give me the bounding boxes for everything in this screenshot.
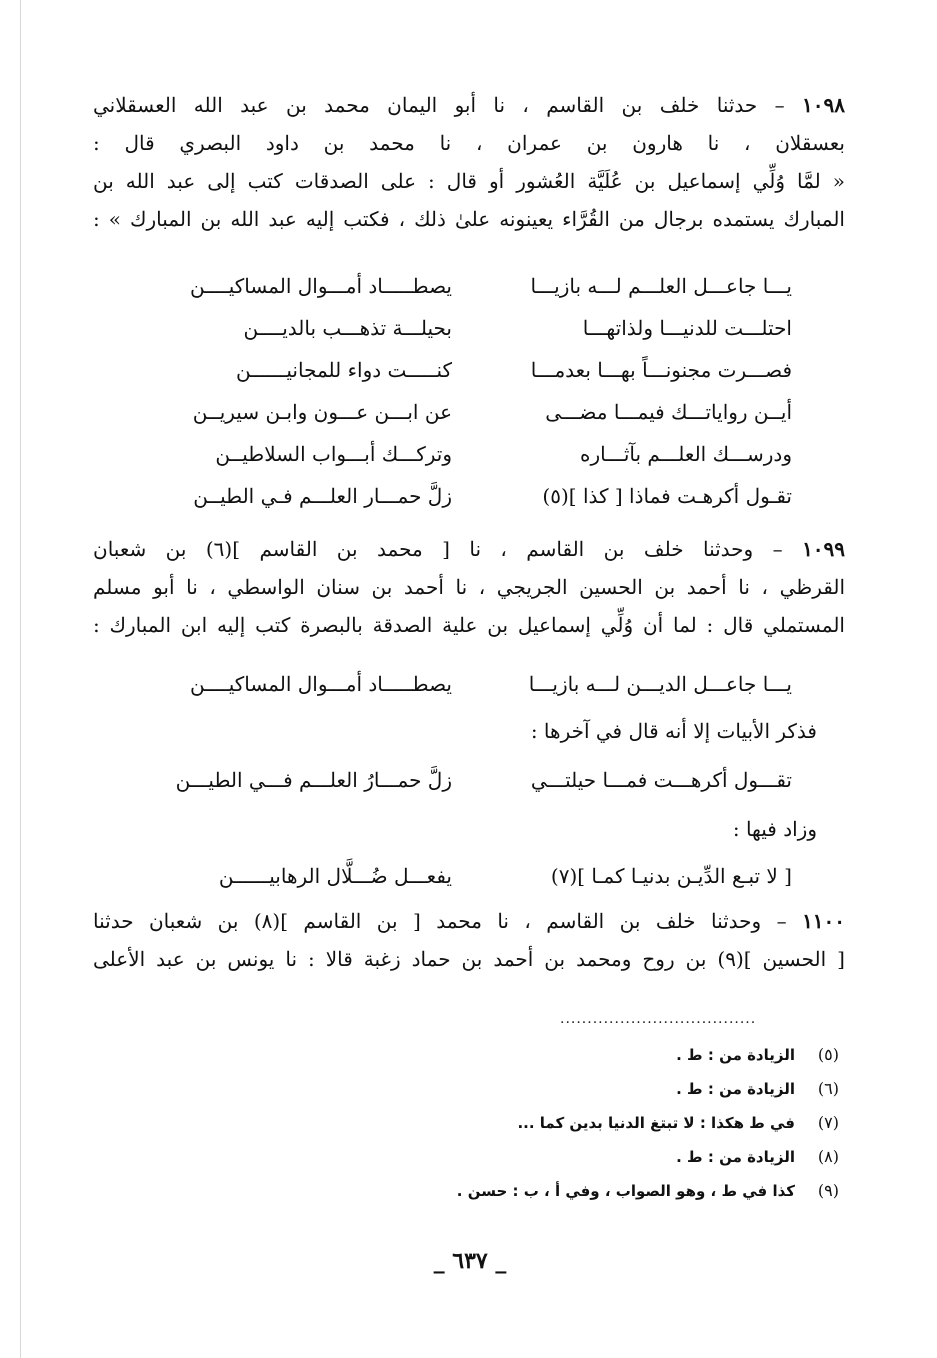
verse-row xyxy=(152,434,792,474)
footnote-number: (٦) xyxy=(817,1079,839,1098)
verse-row xyxy=(152,760,792,800)
footnote-number: (٧) xyxy=(817,1113,839,1132)
verse-second-hemistich: يصطـــــاد أمـــوال المساكيــــن xyxy=(190,274,452,298)
verse-second-hemistich: كنـــــت دواء للمجانيــــــن xyxy=(236,358,452,382)
verse-row xyxy=(152,392,792,432)
verse-first-hemistich: تقـول أكرهـت فماذا [ كذا ](٥) xyxy=(542,484,792,508)
verse-row xyxy=(152,476,792,516)
hadith-number: ١١٠٠ xyxy=(802,909,845,933)
footnote-text: في ط هكذا : لا تبتغ الدنيا بدين كما ... xyxy=(517,1114,795,1132)
verse-row xyxy=(152,856,792,896)
hadith-1098-line-3: « لمَّا وُلِّي إسماعيل بن عُلَيَّة العُشور أو قال : على الصدقات كتب إلى عبد الله بن xyxy=(93,169,845,193)
verse-second-hemistich: زلَّ حمـــارُ العلـــم فـــي الطيـــن xyxy=(175,768,452,792)
hadith-1099-line-1: ١٠٩٩ – وحدثنا خلف بن القاسم ، نا [ محمد بن القاسم ](٦) بن شعبان xyxy=(93,537,845,561)
footnote-text: كذا في ط ، وهو الصواب ، وفي أ ، ب : حسن . xyxy=(456,1182,795,1200)
hadith-1100-line-2: [ الحسين ](٩) بن روح ومحمد بن أحمد بن حماد زغبة قالا : نا يونس بن عبد الأعلى xyxy=(93,947,845,971)
footnote-text: الزيادة من : ط . xyxy=(676,1148,795,1166)
hadith-1098-line-1: ١٠٩٨ – حدثنا خلف بن القاسم ، نا أبو اليمان محمد بن عبد الله العسقلاني xyxy=(93,93,845,117)
footnote-text: الزيادة من : ط . xyxy=(676,1046,795,1064)
hadith-1099 xyxy=(93,530,845,644)
footnote xyxy=(379,1038,839,1072)
hadith-1098-line-2: بعسقلان ، نا هارون بن عمران ، نا محمد بن داود البصري قال : xyxy=(93,131,845,155)
footnote-number: (٥) xyxy=(817,1045,839,1064)
hadith-1100-line-1: ١١٠٠ – وحدثنا خلف بن القاسم ، نا محمد [ بن القاسم ](٨) بن شعبان حدثنا xyxy=(93,909,845,933)
hadith-number: ١٠٩٨ xyxy=(802,93,845,117)
footnote xyxy=(379,1106,839,1140)
footnote-text: الزيادة من : ط . xyxy=(676,1080,795,1098)
verse-second-hemistich: يصطـــــاد أمـــوال المساكيــــن xyxy=(190,672,452,696)
hadith-1100 xyxy=(93,902,845,978)
text-line-zad: وزاد فيها : xyxy=(732,817,817,841)
footnote xyxy=(379,1072,839,1106)
verse-row xyxy=(152,350,792,390)
hadith-1098 xyxy=(93,86,845,238)
page-edge-line xyxy=(20,0,21,1358)
verse-second-hemistich: وتركـــك أبـــواب السلاطيــن xyxy=(215,442,452,466)
page-number: _ ٦٣٧ _ xyxy=(433,1248,507,1274)
footnote xyxy=(379,1174,839,1208)
verse-second-hemistich: يفعـــل ضُـــلَّال الرهابيــــــن xyxy=(218,864,452,888)
verse-row xyxy=(152,266,792,306)
text-line-abyat: فذكر الأبيات إلا أنه قال في آخرها : xyxy=(530,719,817,743)
verse-first-hemistich: [ لا تبـع الدِّيـن بدنيـا كمـا ](٧) xyxy=(550,864,792,888)
hadith-1099-line-3: المستملي قال : لما أن وُلِّي إسماعيل بن علية الصدقة بالبصرة كتب إليه ابن المبارك : xyxy=(93,613,845,637)
verse-first-hemistich: يـــا جاعـــل العلـــم لـــه بازيـــا xyxy=(530,274,792,298)
verse-second-hemistich: بحيلـــة تذهـــب بالديــــن xyxy=(243,316,452,340)
verse-first-hemistich: أيــن رواياتـــك فيمـــا مضـــى xyxy=(545,400,792,424)
footnote-number: (٩) xyxy=(817,1181,839,1200)
footnote-number: (٨) xyxy=(817,1147,839,1166)
verse-first-hemistich: احتلـــت للدنيـــا ولذاتهـــا xyxy=(582,316,792,340)
verse-row xyxy=(152,664,792,704)
verse-first-hemistich: يـــا جاعـــل الديـــن لـــه بازيـــا xyxy=(528,672,792,696)
verse-first-hemistich: تقـــول أكرهـــت فمـــا حيلتـــي xyxy=(530,768,792,792)
footnote-separator: .................................... xyxy=(560,1011,757,1027)
footnote xyxy=(379,1140,839,1174)
verse-first-hemistich: فصـــرت مجنونـــاً بهـــا بعدمـــا xyxy=(530,358,792,382)
hadith-1098-line-4: المبارك يستمده برجال من القُرَّاء يعينونه علىٰ ذلك ، فكتب إليه عبد الله بن المبارك » : xyxy=(93,207,845,231)
hadith-1099-line-2: القرظي ، نا أحمد بن الحسين الجريجي ، نا أحمد بن سنان الواسطي ، نا أبو مسلم xyxy=(93,575,845,599)
verse-second-hemistich: عن ابـــن عـــون وابـن سيريــن xyxy=(192,400,452,424)
hadith-number: ١٠٩٩ xyxy=(802,537,845,561)
verse-first-hemistich: ودرســـك العلـــم بآثـــاره xyxy=(580,442,792,466)
verse-second-hemistich: زلَّ حمـــار العلـــم فـي الطيــن xyxy=(193,484,452,508)
verse-row xyxy=(152,308,792,348)
